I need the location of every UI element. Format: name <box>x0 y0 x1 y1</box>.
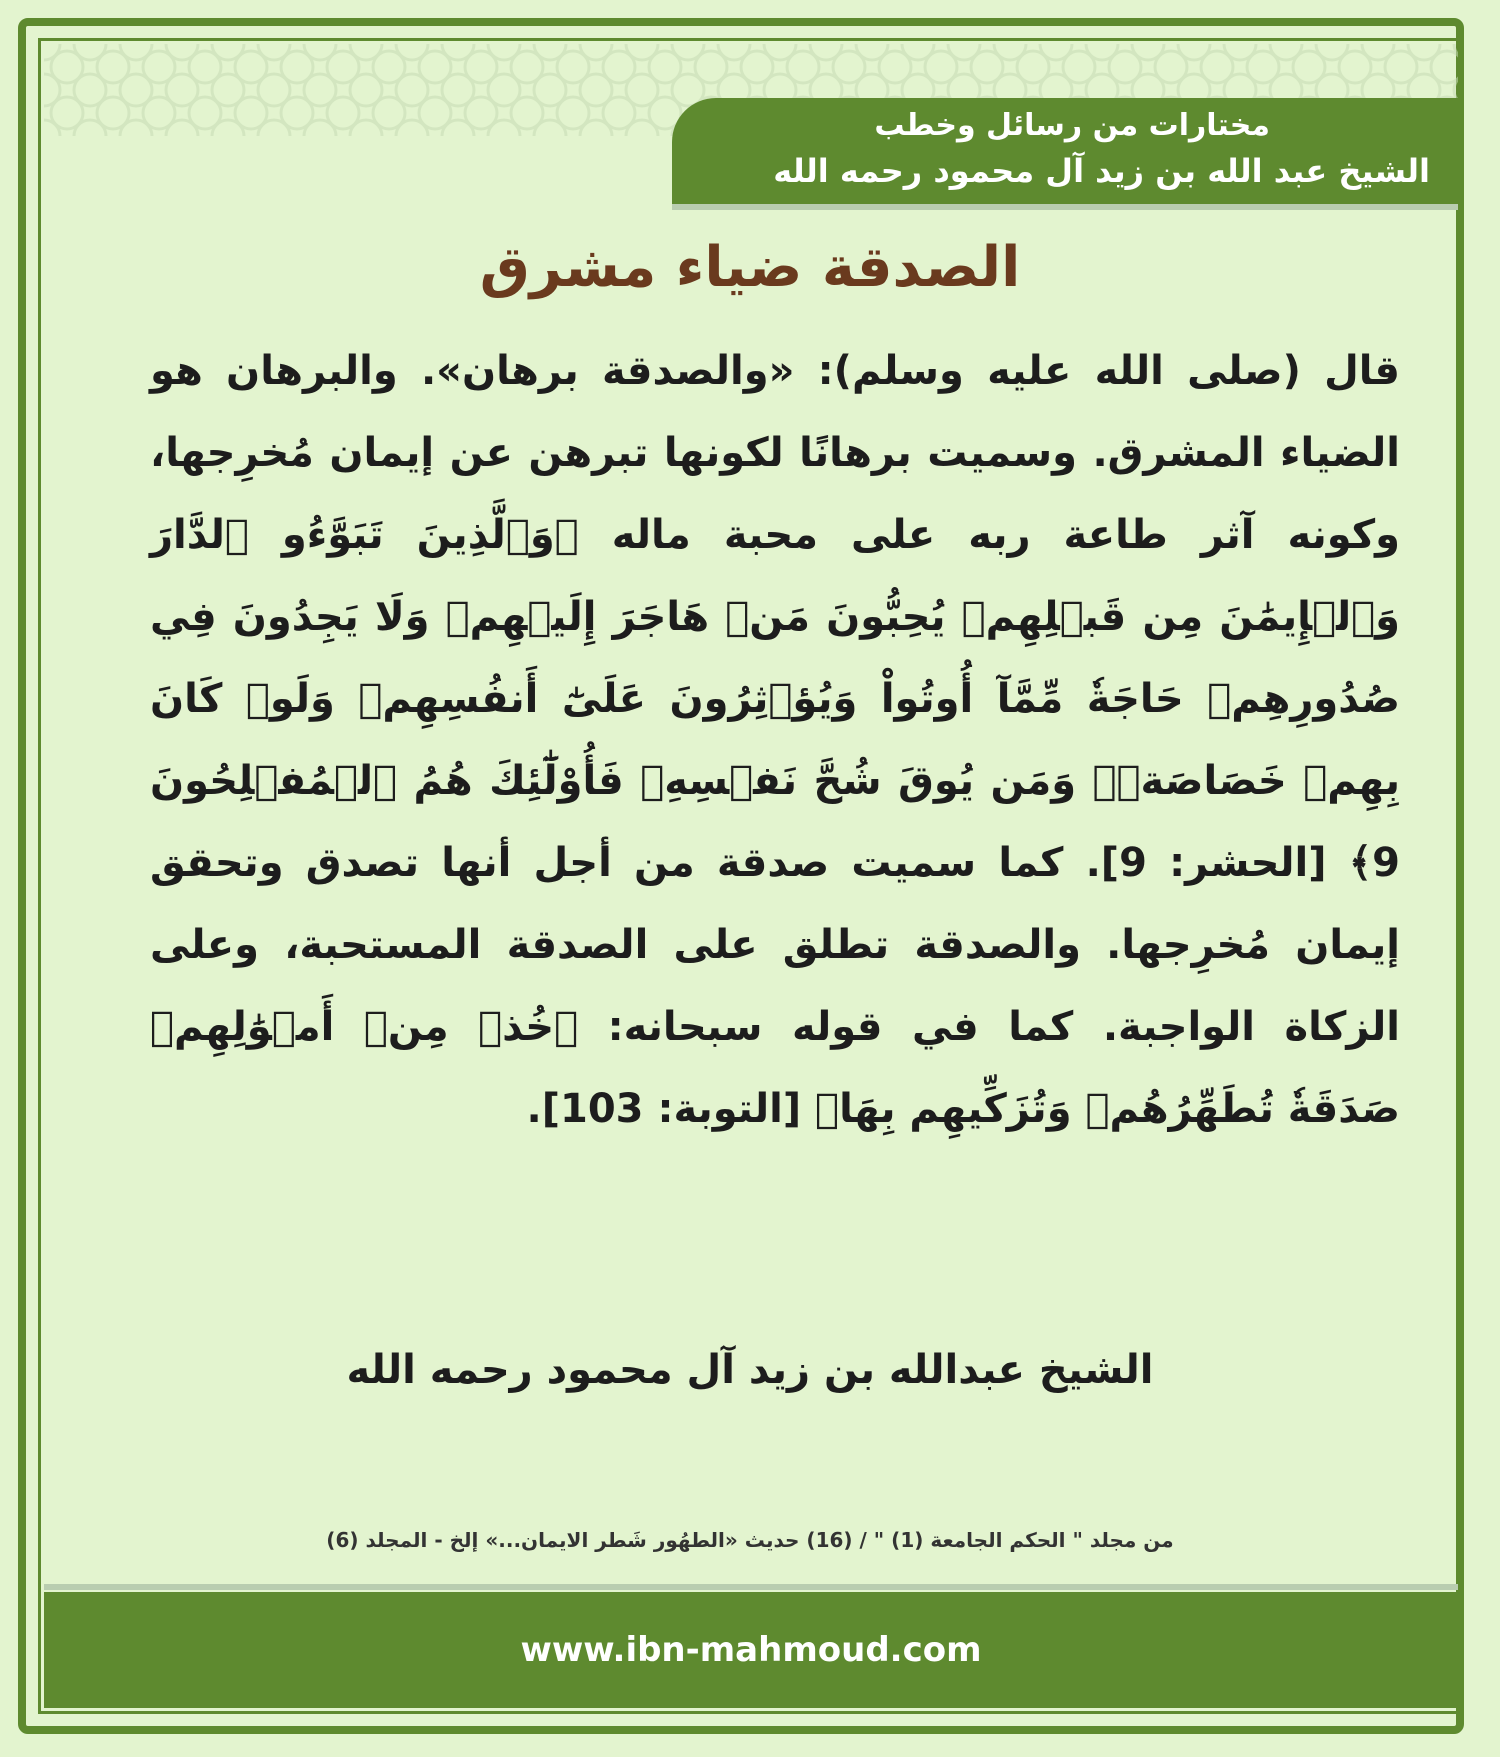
header-band <box>672 98 1458 204</box>
series-title: مختارات من رسائل وخطب <box>874 108 1270 143</box>
author-name-header: الشيخ عبد الله بن زيد آل محمود رحمه الله <box>773 152 1430 190</box>
source-citation: من مجلد " الحكم الجامعة (1) " / (16) حديث «الطهُور شَطر الايمان...» إلخ - المجلد (6) <box>326 1528 1174 1552</box>
website-link[interactable]: www.ibn-mahmoud.com <box>520 1630 982 1670</box>
author-signature: الشيخ عبدالله بن زيد آل محمود رحمه الله <box>346 1347 1154 1393</box>
article-body: قال (صلى الله عليه وسلم): «والصدقة برهان». والبرهان هو الضياء المشرق. وسميت برهانًا لكونها تبرهن عن إيمان مُخرِجها، وكونه آثر طاعة ربه على محبة ماله ﴿وَٱلَّذِينَ تَبَوَّءُو ٱلدَّارَ وَٱلۡإِيمَٰنَ مِن قَبۡلِهِمۡ يُحِبُّونَ مَنۡ هَاجَرَ إِلَيۡهِمۡ وَلَا يَجِدُونَ فِي صُدُورِهِمۡ حَاجَةٗ مِّمَّآ أُوتُواْ وَيُؤۡثِرُونَ عَلَىٰٓ أَنفُسِهِمۡ وَلَوۡ كَانَ بِهِمۡ خَصَاصَةٞۚ وَمَن يُوقَ شُحَّ نَفۡسِهِۦ فَأُوْلَٰٓئِكَ هُمُ ٱلۡمُفۡلِحُونَ 9﴾ [الحشر: 9]. كما سميت صدقة من أجل أنها تصدق وتحقق إيمان مُخرِجها. والصدقة تطلق على الصدقة المستحبة، وعلى الزكاة الواجبة. كما في قوله سبحانه: ﴿خُذۡ مِنۡ أَمۡوَٰلِهِمۡ صَدَقَةٗ تُطَهِّرُهُمۡ وَتُزَكِّيهِم بِهَا﴾ [التوبة: 103]. <box>150 348 1400 1132</box>
page-title: الصدقة ضياء مشرق <box>479 235 1021 300</box>
footer-divider <box>44 1584 1458 1590</box>
footer-bar <box>44 1592 1458 1708</box>
